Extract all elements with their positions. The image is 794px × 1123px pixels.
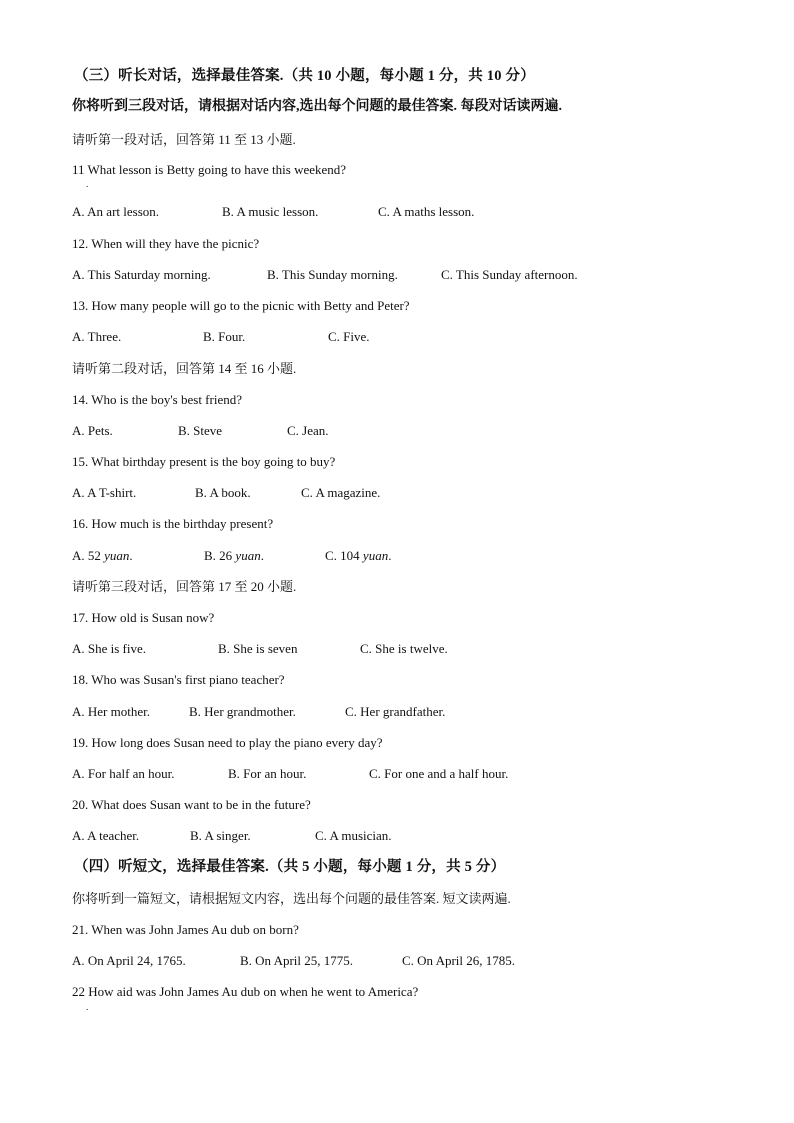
q18-option-c: C. Her grandfather. [345, 704, 446, 719]
q16-option-c [325, 548, 391, 564]
q12-option-c: C. This Sunday afternoon. [441, 267, 578, 282]
q13-option-b: B. Four. [203, 329, 246, 344]
q11-option-b: B. A music lesson. [222, 204, 319, 219]
q17-option-a: A. She is five. [72, 641, 147, 656]
q21-option-c: C. On April 26, 1785. [402, 953, 516, 968]
section-3-intro: 你将听到三段对话，请根据对话内容,选出每个问题的最佳答案. 每段对话读两遍. [72, 99, 562, 114]
q21-option-b: B. On April 25, 1775. [240, 953, 354, 968]
q18-option-a: A. Her mother. [72, 704, 150, 719]
q14-option-c: C. Jean. [287, 423, 329, 438]
question-22: 22 How aid was John James Au dub on when he went to America? [72, 984, 419, 999]
q13-option-c: C. Five. [328, 329, 370, 344]
question-14: 14. Who is the boy's best friend? [72, 392, 242, 407]
q15-option-a: A. A T-shirt. [72, 485, 137, 500]
q16-c-amount: C. 104 [325, 548, 363, 563]
q14-option-a: A. Pets. [72, 423, 113, 438]
q19-option-a: A. For half an hour. [72, 766, 175, 781]
q16-a-amount: A. 52 [72, 548, 105, 563]
q20-option-a: A. A teacher. [72, 828, 140, 843]
q17-option-b: B. She is seven [218, 641, 298, 656]
section-3-heading: （三）听长对话，选择最佳答案.（共 10 小题，每小题 1 分，共 10 分） [74, 68, 535, 84]
question-13: 13. How many people will go to the picnic with Betty and Peter? [72, 298, 410, 313]
q16-b-unit: yuan [235, 548, 261, 563]
q16-option-a [72, 548, 133, 564]
section-4-intro: 你将听到一篇短文，请根据短文内容，选出每个问题的最佳答案. 短文读两遍. [72, 891, 511, 906]
question-21: 21. When was John James Au dub on born? [72, 922, 299, 937]
q13-option-a: A. Three. [72, 329, 122, 344]
q14-option-b: B. Steve [178, 423, 223, 438]
q16-c-end: . [388, 548, 392, 563]
q16-option-b [204, 548, 264, 564]
question-19: 19. How long does Susan need to play the piano every day? [72, 735, 383, 750]
dialog-1-note: 请听第一段对话，回答第 11 至 13 小题. [72, 132, 296, 147]
question-20: 20. What does Susan want to be in the future? [72, 797, 311, 812]
q21-option-a: A. On April 24, 1765. [72, 953, 186, 968]
q19-option-b: B. For an hour. [228, 766, 307, 781]
q11-option-a: A. An art lesson. [72, 204, 160, 219]
stray-mark: . [86, 1002, 89, 1012]
q17-option-c: C. She is twelve. [360, 641, 448, 656]
q16-c-unit: yuan [362, 548, 389, 563]
dialog-2-note: 请听第二段对话，回答第 14 至 16 小题. [72, 361, 297, 376]
q20-option-c: C. A musician. [315, 828, 392, 843]
q12-option-a: A. This Saturday morning. [72, 267, 211, 282]
q20-option-b: B. A singer. [190, 828, 251, 843]
q12-option-b: B. This Sunday morning. [267, 267, 398, 282]
q16-b-amount: B. 26 [204, 548, 236, 563]
dialog-3-note: 请听第三段对话，回答第 17 至 20 小题. [72, 579, 297, 594]
question-12: 12. When will they have the picnic? [72, 236, 260, 251]
section-4-heading: （四）听短文，选择最佳答案.（共 5 小题，每小题 1 分，共 5 分） [74, 859, 506, 875]
question-17: 17. How old is Susan now? [72, 610, 215, 625]
q16-a-end: . [129, 548, 133, 563]
q16-b-end: . [260, 548, 264, 563]
question-16: 16. How much is the birthday present? [72, 516, 274, 531]
q18-option-b: B. Her grandmother. [189, 704, 296, 719]
q15-option-b: B. A book. [195, 485, 251, 500]
stray-mark: . [86, 179, 89, 189]
q19-option-c: C. For one and a half hour. [369, 766, 509, 781]
question-15: 15. What birthday present is the boy going to buy? [72, 454, 336, 469]
q11-option-c: C. A maths lesson. [378, 204, 475, 219]
q16-a-unit: yuan [104, 548, 130, 563]
q15-option-c: C. A magazine. [301, 485, 381, 500]
question-11: 11 What lesson is Betty going to have this weekend? [72, 162, 347, 177]
question-18: 18. Who was Susan's first piano teacher? [72, 672, 285, 687]
